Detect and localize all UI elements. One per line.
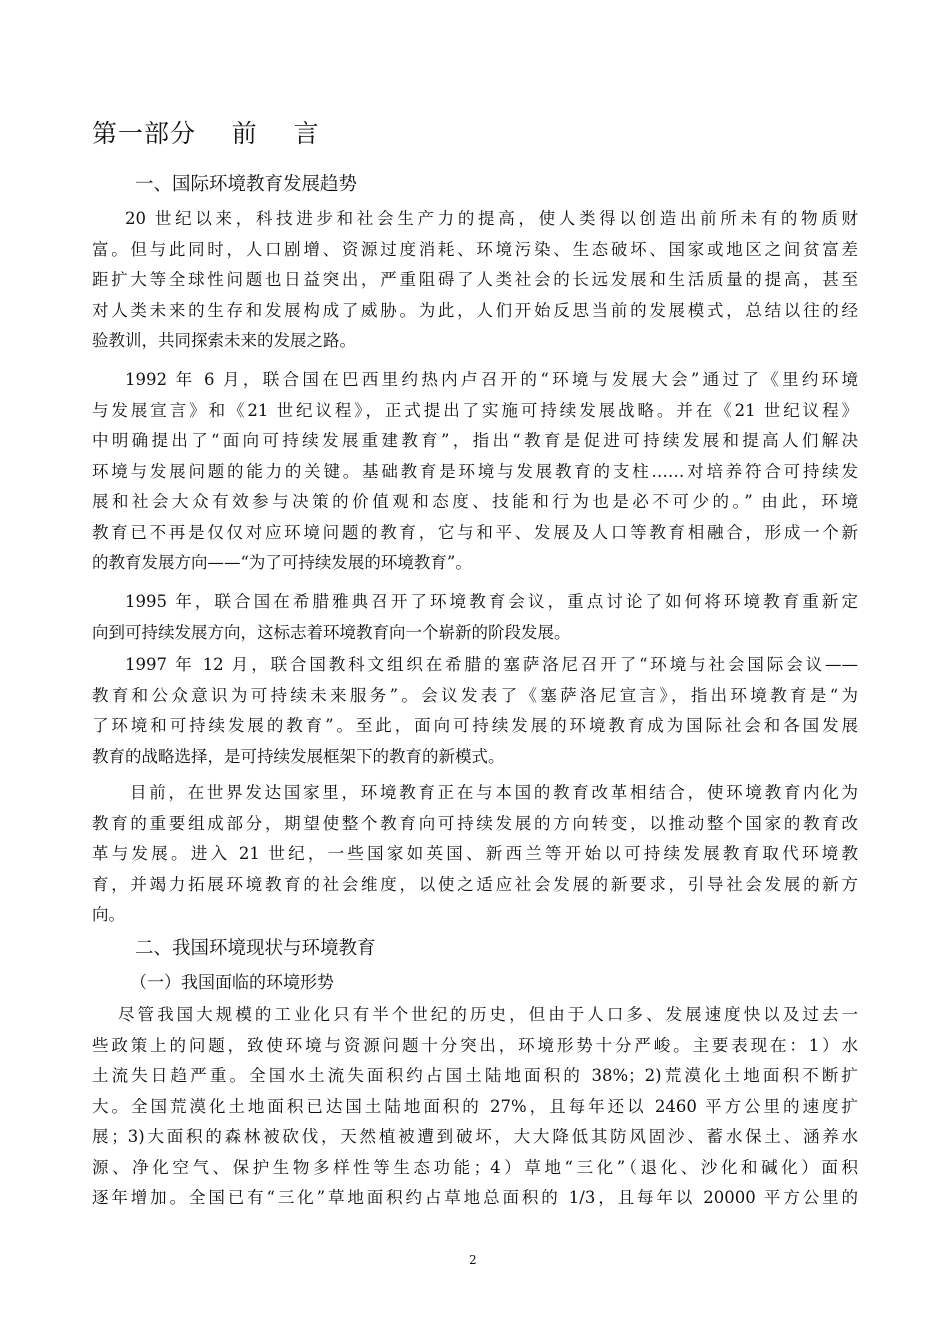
paragraph-line: 1997 年 12 月，联合国教科文组织在希腊的塞萨洛尼召开了“环境与社会国际会议—— xyxy=(125,655,858,674)
paragraph-line: 向。 xyxy=(92,905,125,924)
paragraph-line: 对人类未来的生存和发展构成了威胁。为此，人们开始反思当前的发展模式，总结以往的经 xyxy=(92,300,858,320)
paragraph-line: 源、净化空气、保护生物多样性等生态功能；4）草地“三化”（退化、沙化和碱化）面积 xyxy=(92,1157,858,1177)
paragraph-line: 教育的重要组成部分，期望使整个教育向可持续发展的方向转变，以推动整个国家的教育改 xyxy=(92,813,858,833)
subsection-heading-text: （一）我国面临的环境形势 xyxy=(130,973,334,993)
paragraph-line: 展和社会大众有效参与决策的价值观和态度、技能和行为也是必不可少的。” 由此，环境 xyxy=(92,492,858,511)
paragraph-line: 逐年增加。全国已有“三化”草地面积约占草地总面积的 1/3，且每年以 20000 平方公里的 xyxy=(92,1188,858,1207)
paragraph-line: 富。但与此同时，人口剧增、资源过度消耗、环境污染、生态破坏、国家或地区之间贫富差 xyxy=(92,239,858,259)
section-heading-2 xyxy=(92,936,901,962)
paragraph-line: 1995 年，联合国在希腊雅典召开了环境教育会议，重点讨论了如何将环境教育重新定 xyxy=(125,592,858,611)
paragraph-line: 了环境和可持续发展的教育”。至此，面向可持续发展的环境教育成为国际社会和各国发展 xyxy=(92,716,858,735)
paragraph-line: 教育和公众意识为可持续未来服务”。会议发表了《塞萨洛尼宣言》，指出环境教育是“为 xyxy=(92,685,858,705)
paragraph-1 xyxy=(92,204,858,357)
paragraph-line: 向到可持续发展方向，这标志着环境教育向一个崭新的阶段发展。 xyxy=(92,622,571,642)
paragraph-6 xyxy=(92,1000,858,1214)
section-heading-1 xyxy=(92,172,901,198)
paragraph-line: 1992 年 6 月，联合国在巴西里约热内卢召开的“环境与发展大会”通过了《里约环境 xyxy=(125,370,858,389)
paragraph-line: 目前，在世界发达国家里，环境教育正在与本国的教育改革相结合，使环境教育内化为 xyxy=(130,783,858,802)
subsection-heading xyxy=(92,970,896,996)
paragraph-line: 大。全国荒漠化土地面积已达国土陆地面积的 27%，且每年还以 2460 平方公里的速度扩 xyxy=(92,1096,858,1116)
paragraph-line: 中明确提出了“面向可持续发展重建教育”，指出“教育是促进可持续发展和提高人们解决 xyxy=(92,431,858,450)
paragraph-line: 验教训，共同探索未来的发展之路。 xyxy=(92,331,356,350)
paragraph-line: 展；3)大面积的森林被砍伐，天然植被遭到破坏，大大降低其防风固沙、蓄水保土、涵养水 xyxy=(92,1127,858,1146)
section-heading-text: 二、我国环境现状与环境教育 xyxy=(135,938,376,959)
paragraph-2 xyxy=(92,365,858,579)
paragraph-line: 育，并竭力拓展环境教育的社会维度，以使之适应社会发展的新要求，引导社会发展的新方 xyxy=(92,874,858,894)
paragraph-line: 20 世纪以来，科技进步和社会生产力的提高，使人类得以创造出前所未有的物质财 xyxy=(125,209,858,228)
paragraph-line: 的教育发展方向——“为了可持续发展的环境教育”。 xyxy=(92,553,472,572)
paragraph-line: 与发展宣言》和《21 世纪议程》，正式提出了实施可持续发展战略。并在《21 世纪议程》 xyxy=(92,400,858,420)
paragraph-line: 环境与发展问题的能力的关键。基础教育是环境与发展教育的支柱……对培养符合可持续发 xyxy=(92,461,858,481)
paragraph-4 xyxy=(92,650,858,772)
page-number: 2 xyxy=(469,1253,477,1267)
paragraph-line: 尽管我国大规模的工业化只有半个世纪的历史，但由于人口多、发展速度快以及过去一 xyxy=(118,1005,858,1024)
paragraph-line: 教育已不再是仅仅对应环境问题的教育，它与和平、发展及人口等教育相融合，形成一个新 xyxy=(92,522,858,542)
part-title: 第一部分 前 言 xyxy=(92,119,320,148)
paragraph-line: 革与发展。进入 21 世纪，一些国家如英国、新西兰等开始以可持续发展教育取代环境教 xyxy=(92,844,858,863)
paragraph-line: 距扩大等全球性问题也日益突出，严重阻碍了人类社会的长远发展和生活质量的提高，甚至 xyxy=(92,270,858,289)
paragraph-5 xyxy=(92,778,858,931)
section-heading-text: 一、国际环境教育发展趋势 xyxy=(135,174,358,195)
paragraph-3 xyxy=(92,587,858,648)
paragraph-line: 些政策上的问题，致使环境与资源问题十分突出，环境形势十分严峻。主要表现在：1）水 xyxy=(92,1035,858,1055)
paragraph-line: 土流失日趋严重。全国水土流失面积约占国土陆地面积的 38%；2)荒漠化土地面积不断扩 xyxy=(92,1066,858,1085)
paragraph-line: 教育的战略选择，是可持续发展框架下的教育的新模式。 xyxy=(92,746,505,766)
